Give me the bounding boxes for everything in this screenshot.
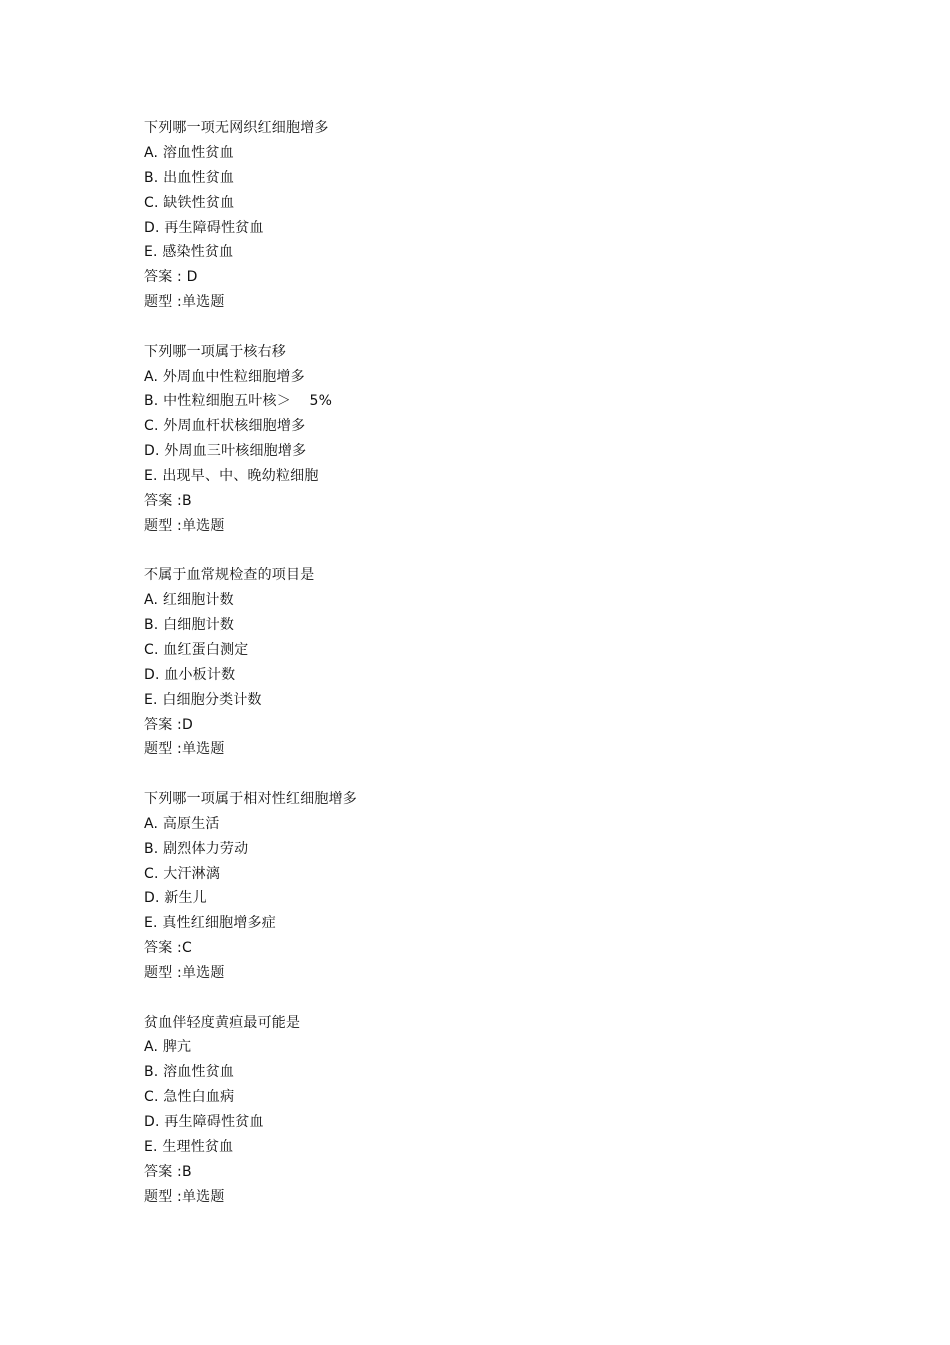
question-stem: 下列哪一项属于相对性红细胞增多	[144, 790, 357, 807]
question-block	[144, 340, 844, 539]
question-type-line: 题型 :单选题	[144, 1188, 225, 1205]
answer-line: 答案 : D	[144, 269, 198, 286]
option-e: E. 白细胞分类计数	[144, 691, 262, 708]
option-c: C. 外周血杆状核细胞增多	[144, 418, 306, 435]
question-type-line: 题型 :单选题	[144, 294, 225, 311]
option-a: A. 溶血性贫血	[144, 144, 234, 161]
option-c: C. 急性白血病	[144, 1089, 235, 1106]
question-type-line: 题型 :单选题	[144, 517, 225, 534]
option-e: E. 真性红细胞增多症	[144, 915, 276, 932]
question-stem: 下列哪一项无网织红细胞增多	[144, 120, 329, 136]
option-d: D. 再生障碍性贫血	[144, 1114, 264, 1131]
question-block	[144, 116, 844, 315]
option-b: B. 白细胞计数	[144, 617, 235, 634]
option-a: A. 高原生活	[144, 815, 220, 832]
option-c: C. 缺铁性贫血	[144, 194, 235, 211]
option-d: D. 再生障碍性贫血	[144, 219, 264, 236]
question-block	[144, 787, 844, 986]
answer-line: 答案 :C	[144, 940, 192, 957]
option-a: A. 红细胞计数	[144, 592, 234, 609]
question-stem: 下列哪一项属于核右移	[144, 343, 286, 360]
option-d: D. 新生儿	[144, 890, 207, 907]
option-b: B. 出血性贫血	[144, 169, 235, 186]
question-type-line: 题型 :单选题	[144, 741, 225, 758]
option-c: C. 大汗淋漓	[144, 865, 221, 882]
option-b: B. 中性粒细胞五叶核＞ 5%	[144, 393, 333, 410]
question-type-line: 题型 :单选题	[144, 965, 225, 982]
option-e: E. 生理性贫血	[144, 1138, 234, 1155]
option-b: B. 溶血性贫血	[144, 1064, 235, 1081]
option-a: A. 外周血中性粒细胞增多	[144, 368, 305, 385]
answer-line: 答案 :B	[144, 1163, 192, 1180]
option-b: B. 剧烈体力劳动	[144, 840, 249, 857]
answer-line: 答案 :B	[144, 492, 192, 509]
question-stem: 贫血伴轻度黄疸最可能是	[144, 1014, 301, 1031]
option-d: D. 血小板计数	[144, 666, 236, 683]
option-e: E. 出现早、中、晚幼粒细胞	[144, 468, 319, 485]
option-e: E. 感染性贫血	[144, 244, 234, 261]
question-document	[144, 116, 844, 1234]
question-block	[144, 1011, 844, 1210]
question-stem: 不属于血常规检查的项目是	[144, 567, 315, 584]
option-c: C. 血红蛋白测定	[144, 641, 249, 658]
question-block	[144, 563, 844, 762]
answer-line: 答案 :D	[144, 716, 193, 733]
option-a: A. 脾亢	[144, 1039, 192, 1056]
option-d: D. 外周血三叶核细胞增多	[144, 443, 307, 460]
